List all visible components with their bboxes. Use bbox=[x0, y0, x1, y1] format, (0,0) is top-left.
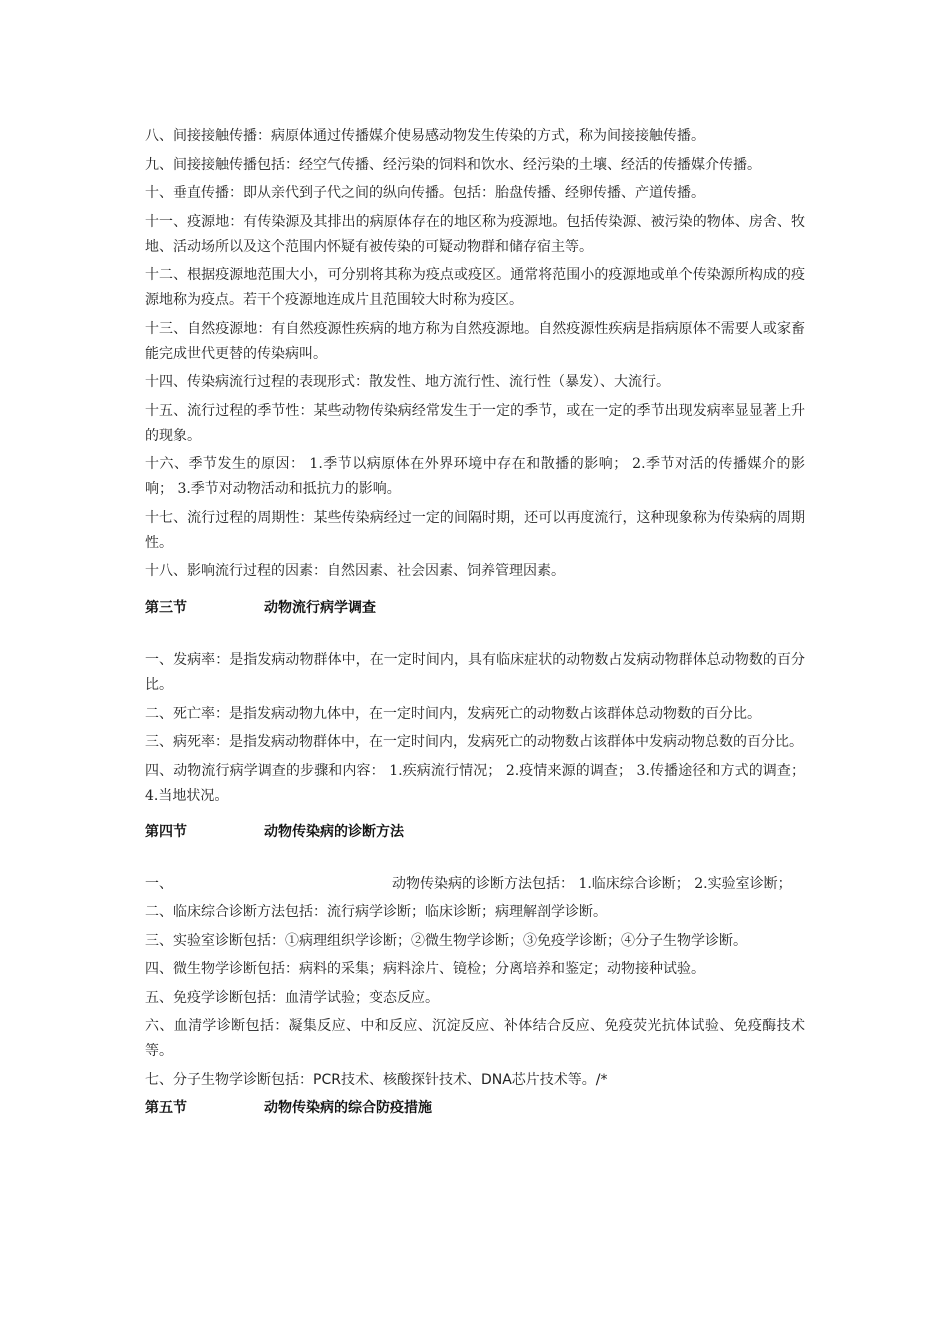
section-3-number: 第三节 bbox=[145, 600, 187, 616]
paragraph-16: 十六、季节发生的原因： 1.季节以病原体在外界环境中存在和散播的影响； 2.季节对活的传播媒介的影响； 3.季节对动物活动和抵抗力的影响。 bbox=[145, 456, 805, 497]
paragraph-15: 十五、流行过程的季节性：某些动物传染病经常发生于一定的季节，或在一定的季节出现发病率显显著上升的现象。 bbox=[145, 402, 805, 444]
section-4-heading bbox=[145, 820, 805, 845]
s4-item-7-prefix: 七、分子生物学诊断包括： bbox=[145, 1071, 313, 1088]
s4-item-1 bbox=[145, 872, 805, 897]
paragraph-12: 十二、根据疫源地范围大小，可分别将其称为疫点或疫区。通常将范围小的疫源地或单个传染源所构成的疫源地称为疫点。若干个疫源地连成片且范围较大时称为疫区。 bbox=[145, 267, 805, 308]
s4-item-2: 二、临床综合诊断方法包括：流行病学诊断；临床诊断；病理解剖学诊断。 bbox=[145, 904, 607, 920]
s4-item-1-text: 动物传染病的诊断方法包括： 1.临床综合诊断； 2.实验室诊断； bbox=[392, 875, 792, 892]
paragraph-13: 十三、自然疫源地：有自然疫源性疾病的地方称为自然疫源地。自然疫源性疾病是指病原体不需要人或家畜能完成世代更替的传染病叫。 bbox=[145, 320, 805, 362]
s4-item-7 bbox=[145, 1068, 805, 1093]
paragraph-10: 十、垂直传播：即从亲代到子代之间的纵向传播。包括：胎盘传播、经卵传播、产道传播。 bbox=[145, 185, 705, 201]
paragraph-9: 九、间接接触传播包括：经空气传播、经污染的饲料和饮水、经污染的土壤、经活的传播媒介传播。 bbox=[145, 156, 761, 173]
s4-item-6: 六、血清学诊断包括：凝集反应、中和反应、沉淀反应、补体结合反应、免疫荧光抗体试验、免疫酶技术等。 bbox=[145, 1018, 805, 1059]
paragraph-8: 八、间接接触传播：病原体通过传播媒介使易感动物发生传染的方式，称为间接接触传播。 bbox=[145, 128, 705, 144]
section-5-title: 动物传染病的综合防疫措施 bbox=[264, 1100, 432, 1116]
s3-item-4: 四、动物流行病学调查的步骤和内容： 1.疾病流行情况； 2.疫情来源的调查； 3.传播途径和方式的调查； 4.当地状况。 bbox=[145, 762, 805, 804]
s4-item-4: 四、微生物学诊断包括：病料的采集；病料涂片、镜检；分离培养和鉴定；动物接种试验。 bbox=[145, 961, 705, 977]
document-page bbox=[145, 124, 805, 1121]
s3-item-1: 一、发病率：是指发病动物群体中，在一定时间内，具有临床症状的动物数占发病动物群体总动物数的百分比。 bbox=[145, 652, 805, 693]
s3-item-3: 三、病死率：是指发病动物群体中，在一定时间内，发病死亡的动物数占该群体中发病动物总数的百分比。 bbox=[145, 734, 803, 750]
paragraph-18: 十八、影响流行过程的因素：自然因素、社会因素、饲养管理因素。 bbox=[145, 563, 565, 579]
s3-item-2: 二、死亡率：是指发病动物九体中，在一定时间内，发病死亡的动物数占该群体总动物数的百分比。 bbox=[145, 705, 761, 722]
section-5-number: 第五节 bbox=[145, 1100, 187, 1116]
s4-item-7-pcr: PCR bbox=[313, 1071, 341, 1088]
s4-item-1-number: 一、 bbox=[145, 875, 173, 892]
s4-item-7-mid1: 技术、核酸探针技术、 bbox=[340, 1071, 481, 1088]
section-5-heading bbox=[145, 1096, 805, 1121]
s4-item-7-dna: DNA bbox=[480, 1071, 512, 1088]
section-4-number: 第四节 bbox=[145, 823, 187, 840]
s4-item-5: 五、免疫学诊断包括：血清学试验；变态反应。 bbox=[145, 989, 439, 1006]
paragraph-11: 十一、疫源地：有传染源及其排出的病原体存在的地区称为疫源地。包括传染源、被污染的物体、房舍、牧地、活动场所以及这个范围内怀疑有被传染的可疑动物群和储存宿主等。 bbox=[145, 213, 805, 255]
paragraph-14: 十四、传染病流行过程的表现形式：散发性、地方流行性、流行性（暴发）、大流行。 bbox=[145, 374, 670, 390]
section-3-heading bbox=[145, 596, 805, 621]
section-3-title: 动物流行病学调查 bbox=[264, 600, 376, 616]
s4-item-7-tail: /* bbox=[595, 1071, 608, 1088]
s4-item-7-mid2: 芯片技术等。 bbox=[511, 1071, 596, 1088]
section-4-title: 动物传染病的诊断方法 bbox=[264, 823, 404, 840]
s4-item-3: 三、实验室诊断包括：①病理组织学诊断；②微生物学诊断；③免疫学诊断；④分子生物学诊断。 bbox=[145, 932, 747, 949]
paragraph-17: 十七、流行过程的周期性：某些传染病经过一定的间隔时期，还可以再度流行，这种现象称为传染病的周期性。 bbox=[145, 509, 805, 551]
